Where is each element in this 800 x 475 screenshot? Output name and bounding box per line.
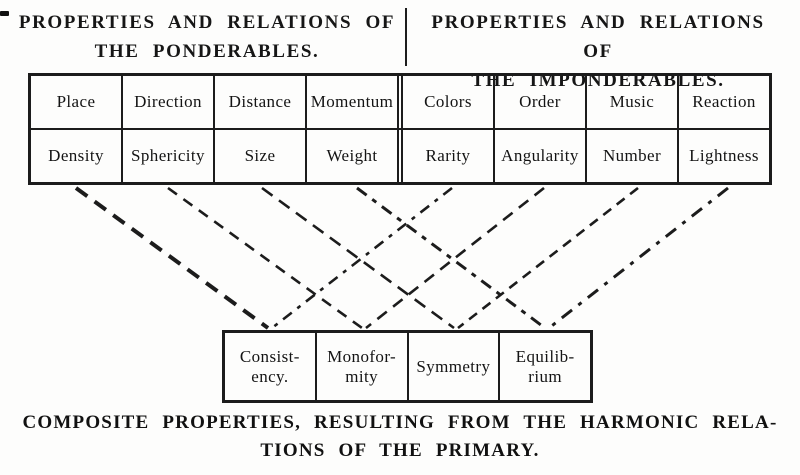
- connection-order-angularity-to-monoformity: [366, 188, 544, 328]
- composite-cell-equilibrium: [498, 333, 590, 400]
- composite-cell-monoformity: [315, 333, 407, 400]
- composite-cell-consistency: [225, 333, 315, 400]
- table-cell-reaction: Reaction: [677, 76, 769, 128]
- ponderables-heading-line2: THE PONDERABLES.: [94, 41, 320, 62]
- caption-line2: TIONS OF THE PRIMARY.: [260, 440, 540, 461]
- table-cell-colors: Colors: [397, 76, 493, 128]
- connection-reaction-lightness-to-equilibrium: [549, 188, 728, 328]
- table-cell-place: Place: [56, 92, 96, 111]
- composite-cell-consistency-line1: Consist-: [239, 346, 300, 366]
- table-cell-size: Size: [213, 130, 305, 182]
- connection-direction-sphericity-to-monoformity: [168, 188, 362, 328]
- caption: [0, 409, 800, 465]
- composite-table: [222, 330, 593, 403]
- composite-cell-equilibrium-line1: Equilib-: [515, 346, 575, 366]
- heading-divider-line: [405, 8, 407, 66]
- table-cell-weight: Weight: [305, 130, 397, 182]
- table-cell-momentum: Momentum: [305, 76, 397, 128]
- composite-cell-monoformity-line1: Monofor-: [327, 346, 397, 366]
- composite-cell-symmetry-line1: Symmetry: [416, 356, 491, 376]
- table-cell-distance: Distance: [213, 76, 305, 128]
- composite-cell-symmetry: [407, 333, 499, 400]
- connection-music-number-to-symmetry: [458, 188, 638, 328]
- connection-colors-rarity-to-consistency: [272, 188, 452, 328]
- table-cell-rarity: Rarity: [397, 130, 493, 182]
- table-cell-sphericity: Sphericity: [121, 130, 213, 182]
- table-row-secondary: [31, 128, 769, 182]
- imponderables-heading-line2: THE IMPONDERABLES.: [471, 70, 725, 91]
- composite-cell-monoformity-line2: mity: [345, 366, 379, 386]
- caption-line1: COMPOSITE PROPERTIES, RESULTING FROM THE HARMONIC RELA-: [22, 412, 778, 433]
- ponderables-heading-line1: PROPERTIES AND RELATIONS OF: [18, 12, 396, 33]
- table-cell-lightness: Lightness: [677, 130, 769, 182]
- ponderables-heading: [18, 8, 396, 66]
- connection-place-density-to-consistency: [76, 188, 268, 328]
- table-cell-direction: Direction: [121, 76, 213, 128]
- table-row-primary: [31, 76, 769, 128]
- composite-cell-consistency-line2: ency.: [251, 366, 289, 386]
- ink-speck: [0, 11, 9, 16]
- connection-distance-size-to-symmetry: [262, 188, 454, 328]
- imponderables-heading-line1: PROPERTIES AND RELATIONS OF: [431, 12, 765, 62]
- properties-table: [28, 73, 772, 185]
- connection-momentum-weight-to-equilibrium: [357, 188, 545, 328]
- table-cell-density: Density: [48, 146, 104, 165]
- table-cell-angularity: Angularity: [493, 130, 585, 182]
- table-cell-order: Order: [493, 76, 585, 128]
- table-cell-music: Music: [585, 76, 677, 128]
- table-cell-number: Number: [585, 130, 677, 182]
- composite-cell-equilibrium-line2: rium: [528, 366, 562, 386]
